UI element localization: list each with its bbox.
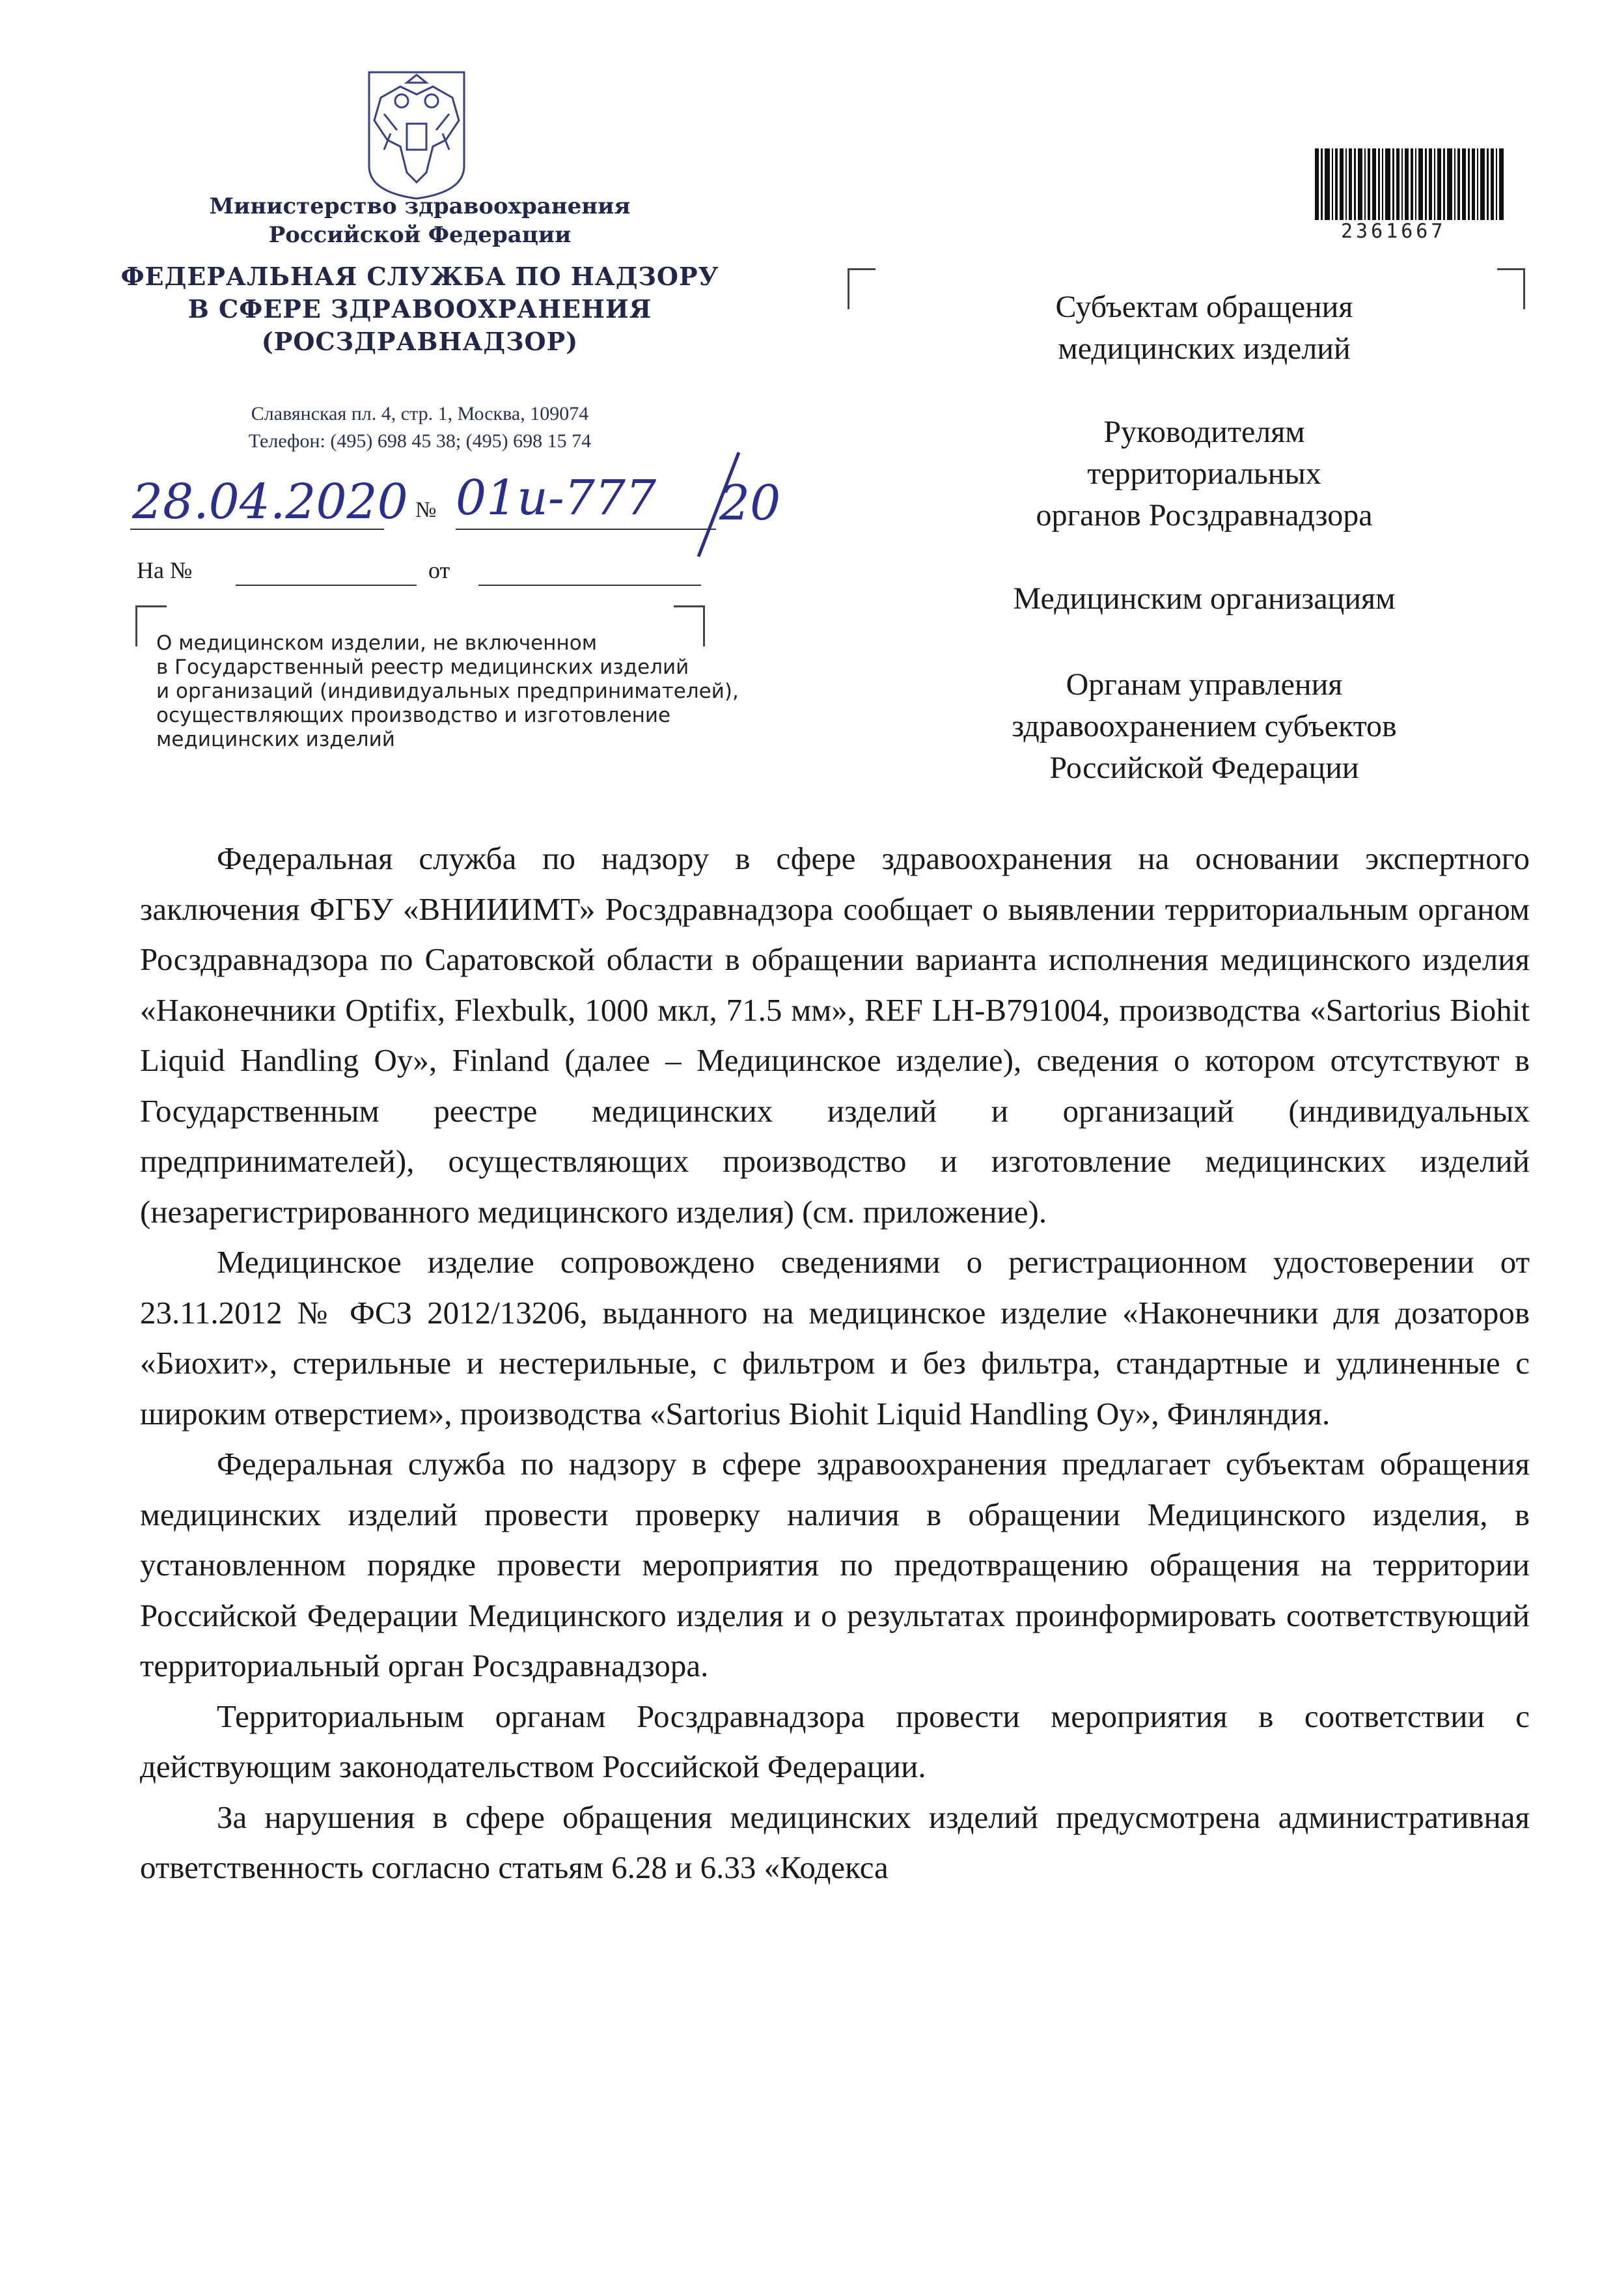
barcode-icon xyxy=(1315,148,1504,220)
body-paragraph-4: Территориальным органам Росздравнадзора провести мероприятия в соответствии с действующим законодательством Российской Федерации. xyxy=(140,1698,1530,1784)
recipient-1-line-2: медицинских изделий xyxy=(1058,331,1351,366)
recipient-2-line-3: органов Росздравнадзора xyxy=(1036,498,1373,533)
reply-date-label: от xyxy=(428,557,450,583)
reply-number-line xyxy=(236,585,417,586)
date-handwritten: 28.04.2020 xyxy=(132,474,408,530)
body-paragraph-1: Федеральная служба по надзору в сфере здравоохранения на основании экспертного заключения ФГБУ «ВНИИИМТ» Росздравнадзора сообщает о выявлении территориальным органом Росздравнадзора по Саратовской области в обращении варианта исполнения медицинского изделия «Наконечники Optifix, Flexbulk, 1000 мкл, 71.5 мм», REF LH-B791004, производства «Sartorius Biohit Liquid Handling Oy», Finland (далее – Медицинское изделие), сведения о котором отсутствуют в Государственным реестре медицинских изделий и организаций (индивидуальных предпринимателей), осуществляющих производство и изготовление медицинских изделий (незарегистрированного медицинского изделия) (см. приложение). xyxy=(140,840,1530,1230)
barcode-number: 2361667 xyxy=(1341,220,1446,243)
reply-to-label: На № xyxy=(137,557,193,583)
recipient-2-line-1: Руководителям xyxy=(1103,415,1305,449)
subject-line-1: О медицинском изделии, не включенном xyxy=(156,631,598,655)
subject-line-5: медицинских изделий xyxy=(156,728,395,751)
recipient-3-line-1: Медицинским организациям xyxy=(1013,581,1396,616)
recipient-2 xyxy=(898,411,1510,536)
body-paragraph-3: Федеральная служба по надзору в сфере здравоохранения предлагает субъектам обращения медицинских изделий провести проверку наличия в обращении Медицинского изделия, в установленном порядке провести мероприятия по предотвращению обращения на территории Российской Федерации Медицинского изделия и о результатах проинформировать соответствующий территориальный орган Росздравнадзора. xyxy=(140,1446,1530,1683)
number-underline xyxy=(456,529,716,530)
recipient-2-line-2: территориальных xyxy=(1087,456,1321,491)
service-name xyxy=(85,260,755,358)
service-line-3: (РОСЗДРАВНАДЗОР) xyxy=(261,327,579,356)
recipient-4-line-3: Российской Федерации xyxy=(1049,751,1359,785)
coat-of-arms-emblem-icon xyxy=(361,68,472,202)
recipient-4-line-1: Органам управления xyxy=(1066,667,1343,702)
service-line-1: ФЕДЕРАЛЬНАЯ СЛУЖБА ПО НАДЗОРУ xyxy=(120,262,719,291)
number-handwritten: 01и-777 xyxy=(456,470,657,526)
ministry-line-1: Министерство здравоохранения xyxy=(209,193,631,219)
number-suffix-handwritten: 20 xyxy=(719,475,781,531)
subject-line-4: осуществляющих производство и изготовление xyxy=(156,704,671,727)
recipient-corner-left xyxy=(848,268,876,309)
recipient-4-line-2: здравоохранением субъектов xyxy=(1012,709,1397,743)
address-block xyxy=(130,400,710,455)
number-sign: № xyxy=(415,498,437,522)
recipient-1-line-1: Субъектам обращения xyxy=(1055,290,1353,324)
subject-block xyxy=(156,631,742,752)
recipient-4 xyxy=(898,664,1510,789)
subject-line-3: и организаций (индивидуальных предпринимателей), xyxy=(156,680,739,703)
ministry-name xyxy=(140,192,700,249)
address-line: Славянская пл. 4, стр. 1, Москва, 109074 xyxy=(251,403,589,424)
body-paragraph-2: Медицинское изделие сопровождено сведениями о регистрационном удостоверении от 23.11.2012 № ФСЗ 2012/13206, выданного на медицинское изделие «Наконечники для дозаторов «Биохит», стерильные и нестерильные, с фильтром и без фильтра, стандартные и удлиненные с широким отверстием», производства «Sartorius Biohit Liquid Handling Oy», Финляндия. xyxy=(140,1244,1530,1432)
letter-body xyxy=(140,833,1530,1893)
recipient-3 xyxy=(898,578,1510,620)
phone-line: Телефон: (495) 698 45 38; (495) 698 15 74 xyxy=(248,430,592,452)
ministry-line-2: Российской Федерации xyxy=(268,222,572,248)
reply-date-line xyxy=(478,585,701,586)
body-paragraph-5: За нарушения в сфере обращения медицинских изделий предусмотрена административная ответственность согласно статьям 6.28 и 6.33 «Кодекса xyxy=(140,1799,1530,1885)
service-line-2: В СФЕРЕ ЗДРАВООХРАНЕНИЯ xyxy=(187,294,652,324)
recipient-1 xyxy=(898,286,1510,370)
subject-line-2: в Государственный реестр медицинских изделий xyxy=(156,656,689,679)
